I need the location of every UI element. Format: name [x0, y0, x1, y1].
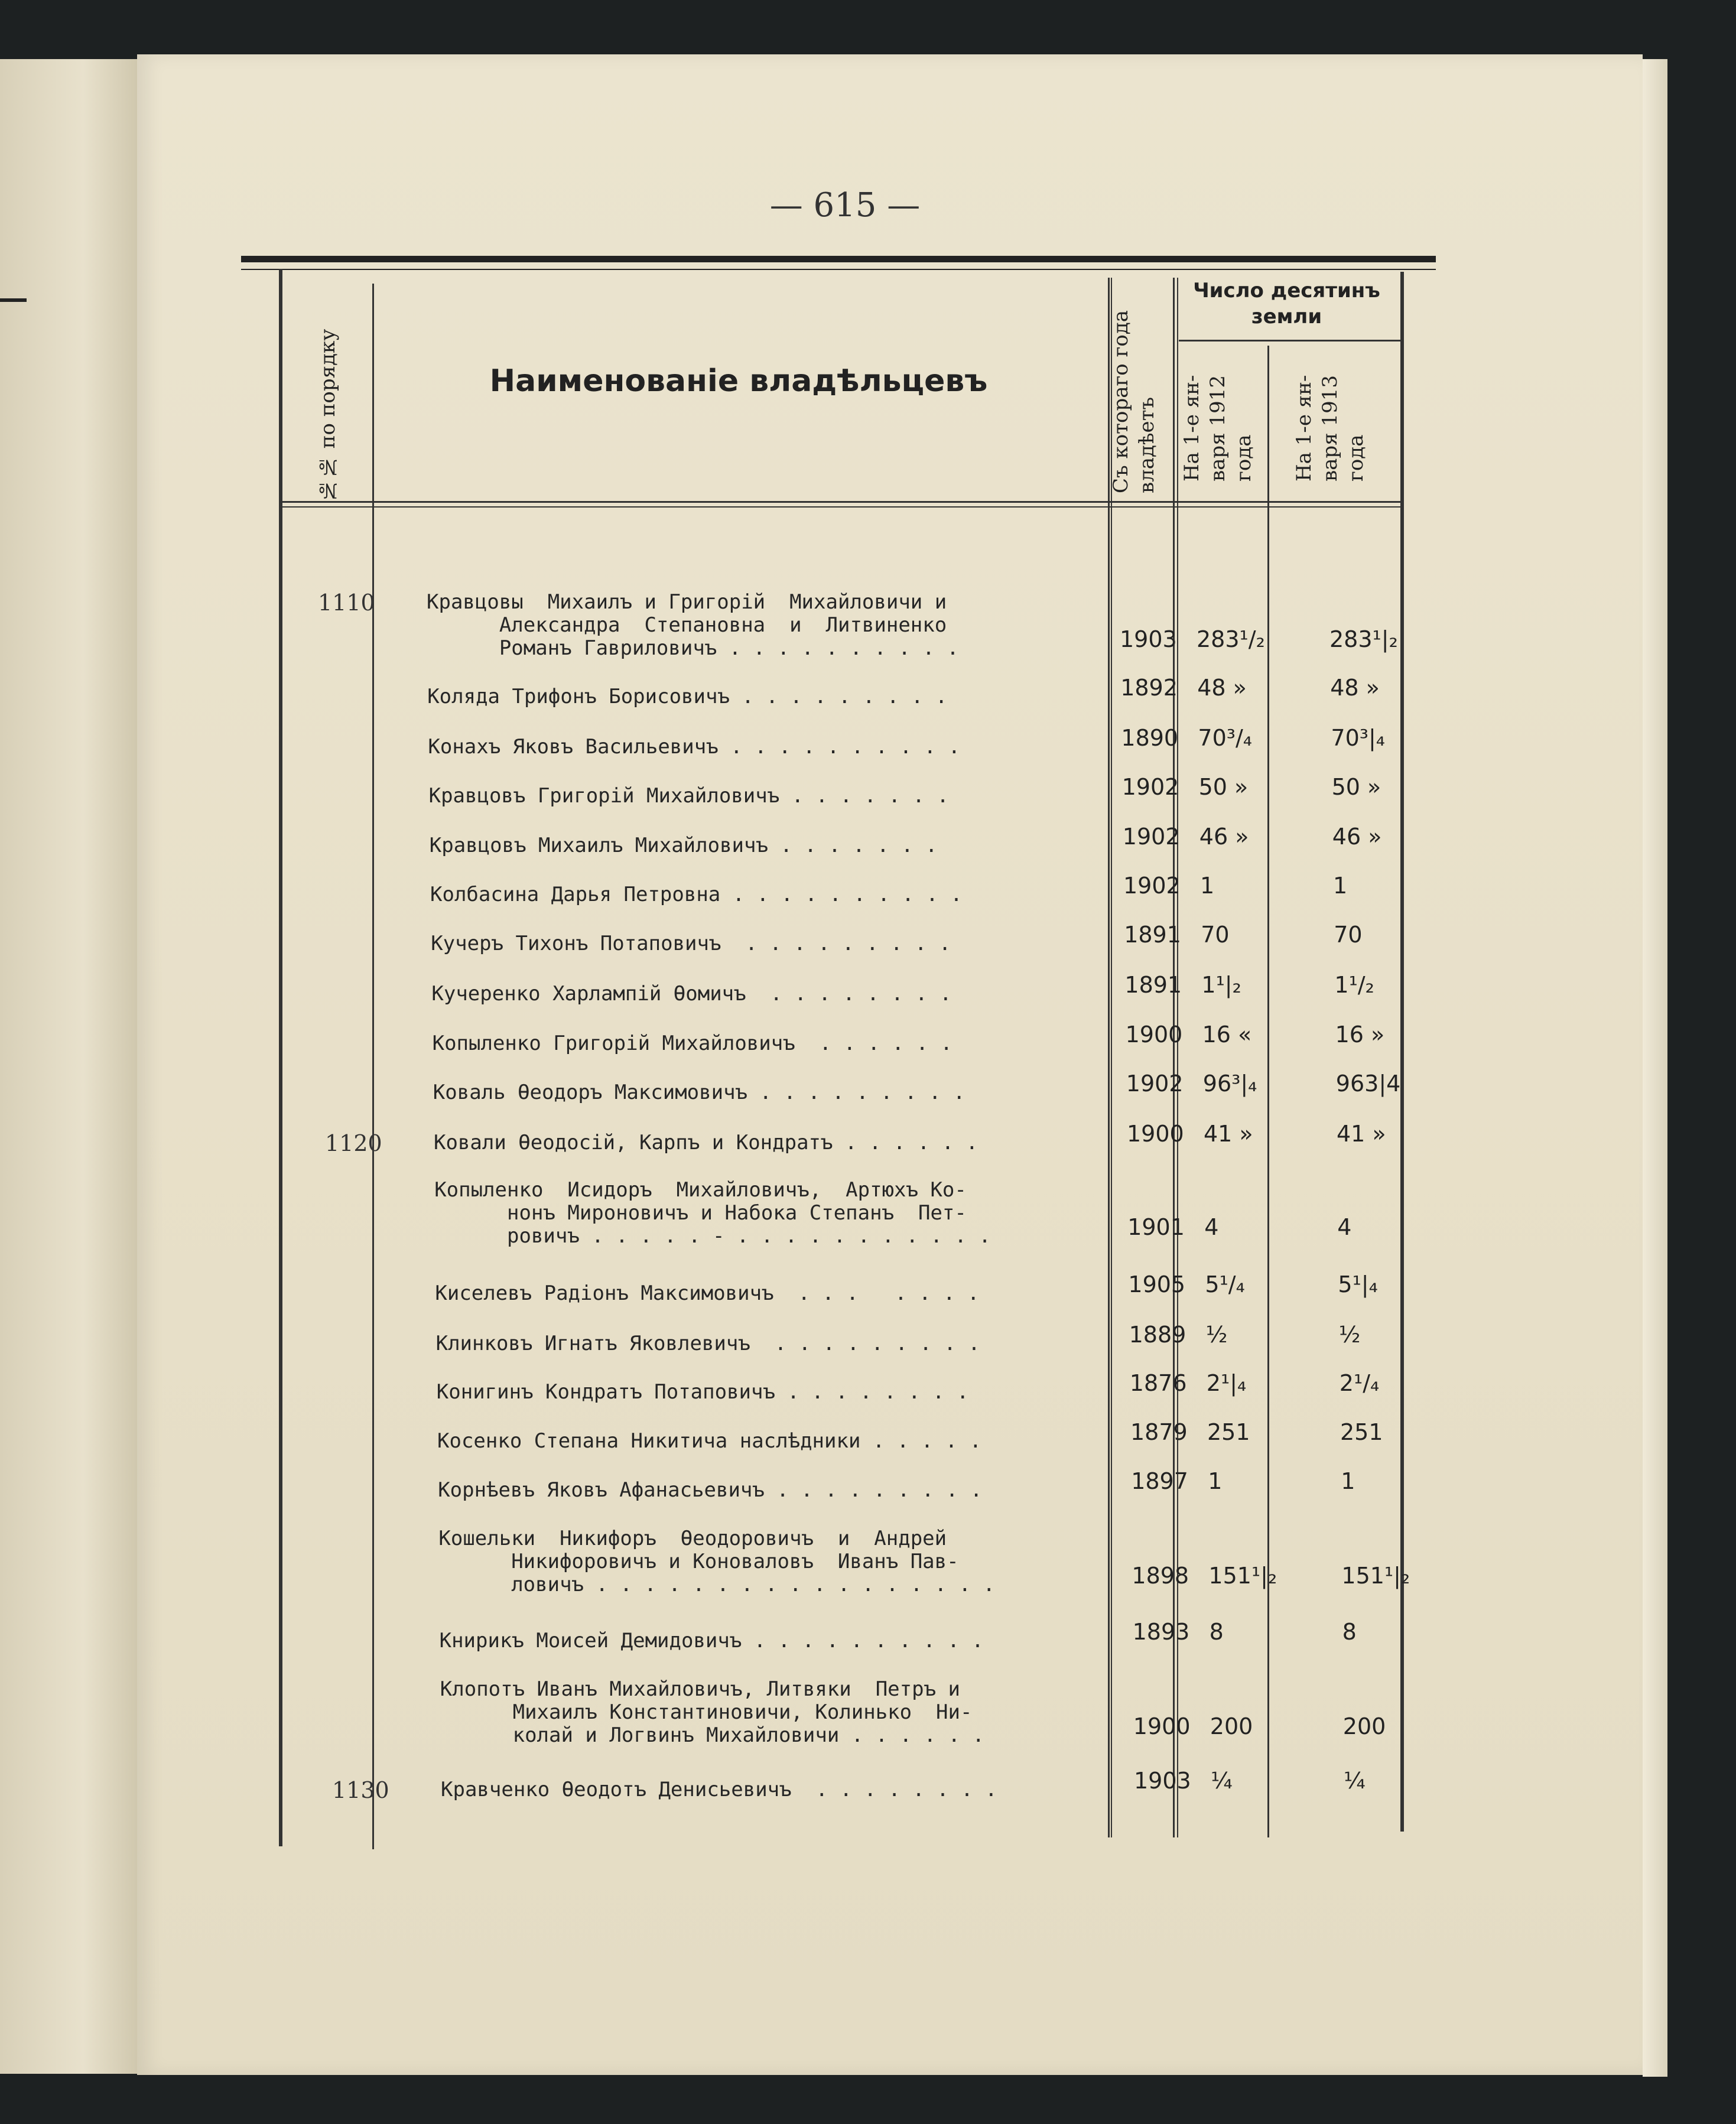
- desyatin-1913: ¼: [1344, 1768, 1366, 1794]
- margin-mark: [0, 298, 27, 302]
- desyatin-1913: 1: [1333, 873, 1348, 899]
- header-1912: На 1-е ян-варя 1912 года: [1180, 375, 1256, 482]
- desyatin-1912: 1: [1200, 873, 1215, 899]
- owner-name: Косенко Степана Никитича наслѣдники . . . . .: [437, 1429, 982, 1453]
- owner-name: Кравцовъ Михаилъ Михайловичъ . . . . . . .: [429, 834, 938, 857]
- since-year: 1903: [1134, 1768, 1191, 1794]
- since-year: 1900: [1127, 1121, 1184, 1147]
- desyatin-1912: ¼: [1211, 1768, 1233, 1794]
- since-year: 1902: [1126, 1071, 1184, 1097]
- desyatin-1913: 46 »: [1332, 824, 1382, 850]
- desyatin-1912: 283¹/₂: [1197, 626, 1265, 652]
- row-number: 1120: [325, 1130, 382, 1156]
- header-bottom-rule: [282, 501, 1400, 503]
- col-divider-year-double: [1177, 278, 1178, 1837]
- owner-name: Киселевъ Радіонъ Максимовичъ . . . . . . .: [435, 1281, 980, 1305]
- col-divider-year: [1173, 278, 1175, 1837]
- desyatin-1912: 50 »: [1198, 774, 1249, 800]
- since-year: 1891: [1124, 922, 1181, 948]
- desyatin-1913: 50 »: [1331, 774, 1381, 800]
- desyatin-1912: 151¹|₂: [1208, 1563, 1277, 1589]
- desyatin-header-rule: [1179, 340, 1400, 341]
- col-divider-name: [1108, 278, 1110, 1837]
- desyatin-1913: 251: [1340, 1419, 1383, 1445]
- page-number: — 615 —: [769, 186, 921, 225]
- owner-name: Книрикъ Моисей Демидовичъ . . . . . . . . . .: [439, 1629, 984, 1653]
- desyatin-1912: 1¹|₂: [1201, 972, 1241, 998]
- since-year: 1879: [1130, 1419, 1188, 1445]
- since-year: 1901: [1127, 1214, 1185, 1240]
- owner-name: Конигинъ Кондратъ Потаповичъ . . . . . . . .: [436, 1380, 969, 1404]
- owner-name: Копыленко Исидоръ Михайловичъ, Артюхъ Ко- нонъ Мироновичъ и Набока Степанъ Пет- ровичъ . . . . . - . . . . . . . . . . .: [434, 1178, 991, 1248]
- col-divider-1912: [1267, 346, 1269, 1837]
- desyatin-1913: 4: [1337, 1214, 1352, 1240]
- owner-name: Конахъ Яковъ Васильевичъ . . . . . . . . . .: [428, 735, 961, 759]
- table-top-rule-thin: [241, 269, 1436, 270]
- desyatin-1913: 963|4: [1335, 1071, 1401, 1097]
- owner-name: Кравцовъ Григорій Михайловичъ . . . . . . .: [428, 784, 949, 808]
- since-year: 1890: [1121, 725, 1179, 751]
- desyatin-1912: ½: [1205, 1322, 1228, 1348]
- owner-name: Коваль Ѳеодоръ Максимовичъ . . . . . . . . .: [433, 1081, 965, 1104]
- table-top-rule: [241, 256, 1436, 262]
- desyatin-1912: 96³|₄: [1202, 1071, 1257, 1097]
- desyatin-1912: 200: [1210, 1713, 1253, 1739]
- table-left-border: [279, 269, 282, 1846]
- desyatin-1913: 200: [1342, 1713, 1386, 1739]
- desyatin-1912: 5¹/₄: [1205, 1271, 1245, 1297]
- header-since-year: Съ котораго года владѣетъ: [1109, 310, 1159, 493]
- desyatin-1912: 48 »: [1197, 675, 1247, 701]
- since-year: 1898: [1132, 1563, 1189, 1589]
- desyatin-1913: 70: [1334, 922, 1363, 948]
- desyatin-1912: 70: [1201, 922, 1230, 948]
- since-year: 1902: [1123, 873, 1181, 899]
- since-year: 1891: [1124, 972, 1182, 998]
- owner-name: Копыленко Григорій Михайловичъ . . . . . .: [432, 1032, 952, 1055]
- desyatin-1913: 16 »: [1335, 1022, 1385, 1048]
- desyatin-1912: 4: [1204, 1214, 1219, 1240]
- owner-name: Кравченко Ѳеодотъ Денисьевичъ . . . . . . . .: [441, 1778, 997, 1801]
- owner-name: Колбасина Дарья Петровна . . . . . . . . . .: [430, 883, 963, 906]
- header-owner-name: Наименованіе владѣльцевъ: [489, 363, 988, 399]
- since-year: 1900: [1125, 1022, 1183, 1048]
- since-year: 1900: [1133, 1713, 1191, 1739]
- header-1913: На 1-е ян-варя 1913 года: [1292, 375, 1368, 482]
- desyatin-1913: 283¹|₂: [1329, 626, 1398, 652]
- since-year: 1902: [1121, 774, 1179, 800]
- since-year: 1905: [1128, 1271, 1186, 1297]
- desyatin-1913: 41 »: [1337, 1121, 1386, 1147]
- header-bottom-rule-thin: [282, 506, 1400, 508]
- owner-name: Коляда Трифонъ Борисовичъ . . . . . . . . .: [427, 685, 948, 708]
- since-year: 1889: [1129, 1322, 1186, 1348]
- desyatin-1912: 1: [1208, 1468, 1223, 1494]
- owner-name: Корнѣевъ Яковъ Афанасьевичъ . . . . . . . . .: [438, 1478, 983, 1502]
- desyatin-1913: 48 »: [1330, 675, 1380, 701]
- row-number: 1130: [332, 1777, 389, 1803]
- left-page-edge: [0, 59, 139, 2074]
- desyatin-1912: 70³/₄: [1198, 725, 1253, 751]
- desyatin-1913: 2¹/₄: [1339, 1370, 1380, 1396]
- owner-name: Клинковъ Игнатъ Яковлевичъ . . . . . . . . .: [435, 1332, 980, 1355]
- owner-name: Кошельки Никифоръ Ѳеодоровичъ и Андрей Никифоровичъ и Коноваловъ Иванъ Пав- ловичъ . . . . . . . . . . . . . . . . .: [438, 1527, 995, 1596]
- owner-name: Кучеренко Харлампій Ѳомичъ . . . . . . . .: [431, 982, 952, 1006]
- desyatin-1913: 8: [1342, 1619, 1357, 1645]
- desyatin-1913: 5¹|₄: [1338, 1271, 1378, 1297]
- col-divider-no: [372, 284, 374, 1849]
- desyatin-1912: 2¹|₄: [1206, 1370, 1247, 1396]
- desyatin-1912: 8: [1209, 1619, 1224, 1645]
- desyatin-1912: 46 »: [1199, 824, 1249, 850]
- owner-name: Кучеръ Тихонъ Потаповичъ . . . . . . . . .: [431, 932, 951, 955]
- book-page: [137, 54, 1643, 2075]
- desyatin-1912: 16 «: [1202, 1022, 1252, 1048]
- desyatin-1913: ½: [1338, 1322, 1361, 1348]
- desyatin-1912: 251: [1207, 1419, 1250, 1445]
- desyatin-1913: 70³|₄: [1331, 725, 1386, 751]
- header-number: №№ по порядку: [316, 328, 340, 502]
- table-right-border: [1400, 272, 1404, 1832]
- since-year: 1893: [1132, 1619, 1190, 1645]
- row-number: 1110: [318, 590, 375, 616]
- owner-name: Кравцовы Михаилъ и Григорій Михайловичи и Александра Степановна и Литвиненко Романъ Гавриловичъ . . . . . . . . . .: [427, 590, 959, 660]
- since-year: 1897: [1131, 1468, 1188, 1494]
- header-desyatin: Число десятинъ земли: [1193, 279, 1380, 328]
- desyatin-1913: 1: [1341, 1468, 1355, 1494]
- right-page-edge: [1643, 59, 1667, 2077]
- since-year: 1892: [1120, 675, 1178, 701]
- desyatin-1913: 151¹|₂: [1341, 1563, 1410, 1589]
- desyatin-1912: 41 »: [1204, 1121, 1253, 1147]
- since-year: 1902: [1122, 824, 1180, 850]
- since-year: 1876: [1129, 1370, 1187, 1396]
- col-divider-name-double: [1111, 278, 1112, 1837]
- owner-name: Ковали Ѳеодосій, Карпъ и Кондратъ . . . . . .: [434, 1131, 978, 1154]
- since-year: 1903: [1120, 626, 1177, 652]
- desyatin-1913: 1¹/₂: [1334, 972, 1374, 998]
- owner-name: Клопотъ Иванъ Михайловичъ, Литвяки Петръ и Михаилъ Константиновичи, Колинько Ни- колай и Логвинъ Михайловичи . . . . . .: [440, 1677, 984, 1747]
